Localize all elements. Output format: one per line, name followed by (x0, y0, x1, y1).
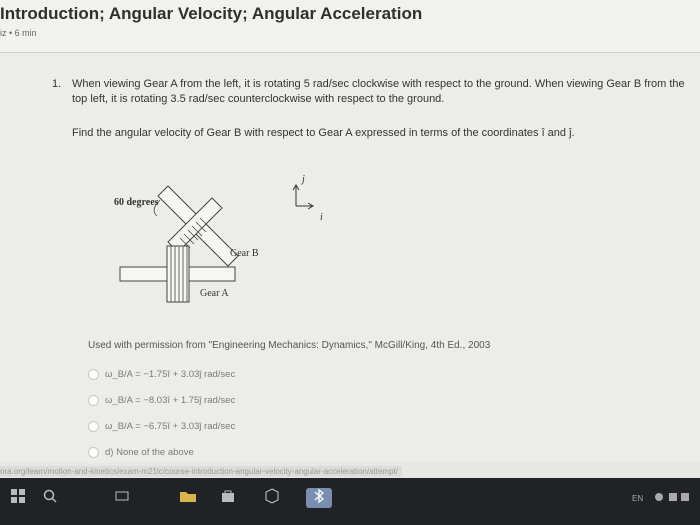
radio-button[interactable] (88, 421, 99, 432)
taskbar (0, 478, 700, 525)
search-icon[interactable] (40, 488, 60, 508)
cube-icon[interactable] (262, 488, 282, 508)
answer-option-d[interactable] (88, 444, 194, 460)
radio-button[interactable] (88, 395, 99, 406)
question-text: When viewing Gear A from the left, it is rotating 5 rad/sec clockwise with respect to the ground. When viewing Gear B from the top left, it is rotating 3.5 rad/sec counterclockwise with respect to the ground. (72, 78, 685, 105)
answer-option-b[interactable] (88, 392, 235, 408)
axes-icon (293, 185, 313, 209)
answer-option-c[interactable] (88, 418, 235, 434)
axis-j-label: j (302, 174, 305, 185)
radio-button[interactable] (88, 447, 99, 458)
language-indicator[interactable]: EN (632, 494, 644, 503)
angle-label: 60 degrees (114, 197, 159, 208)
task-view-icon[interactable] (112, 488, 132, 508)
gear-figure (110, 168, 350, 318)
gear-a-label: Gear A (200, 288, 229, 299)
question-prompt: Find the angular velocity of Gear B with respect to Gear A expressed in terms of the coordinates î and ĵ. (72, 127, 575, 139)
gear-diagram (110, 168, 350, 318)
answer-option-a[interactable] (88, 366, 235, 382)
radio-button[interactable] (88, 369, 99, 380)
store-icon[interactable] (218, 488, 238, 508)
tray-icons[interactable] (652, 490, 692, 510)
option-label: ω_B/A = −1.75î + 3.03ĵ rad/sec (105, 368, 236, 380)
option-label: ω_B/A = −8.03î + 1.75ĵ rad/sec (105, 394, 236, 406)
option-label: ω_B/A = −6.75î + 3.03ĵ rad/sec (105, 420, 236, 432)
page-title: Introduction; Angular Velocity; Angular Acceleration (0, 4, 423, 23)
gear-b-label: Gear B (230, 248, 259, 259)
bluetooth-icon[interactable] (306, 488, 332, 508)
option-label: d) None of the above (105, 446, 194, 458)
axis-i-label: i (320, 212, 323, 223)
windows-icon[interactable] (8, 488, 28, 508)
quiz-meta: iz • 6 min (0, 28, 37, 38)
folder-icon[interactable] (178, 488, 198, 508)
question-number: 1. (52, 78, 62, 90)
permission-note: Used with permission from "Engineering Mechanics: Dynamics," McGill/King, 4th Ed., 2003 (88, 340, 491, 351)
status-bar-url: ora.org/learn/motion-and-kinetics/exam-m21lc/course-introduction-angular-velocity-angular-acceleration/attempt/ (0, 466, 402, 477)
quiz-header (0, 0, 700, 53)
